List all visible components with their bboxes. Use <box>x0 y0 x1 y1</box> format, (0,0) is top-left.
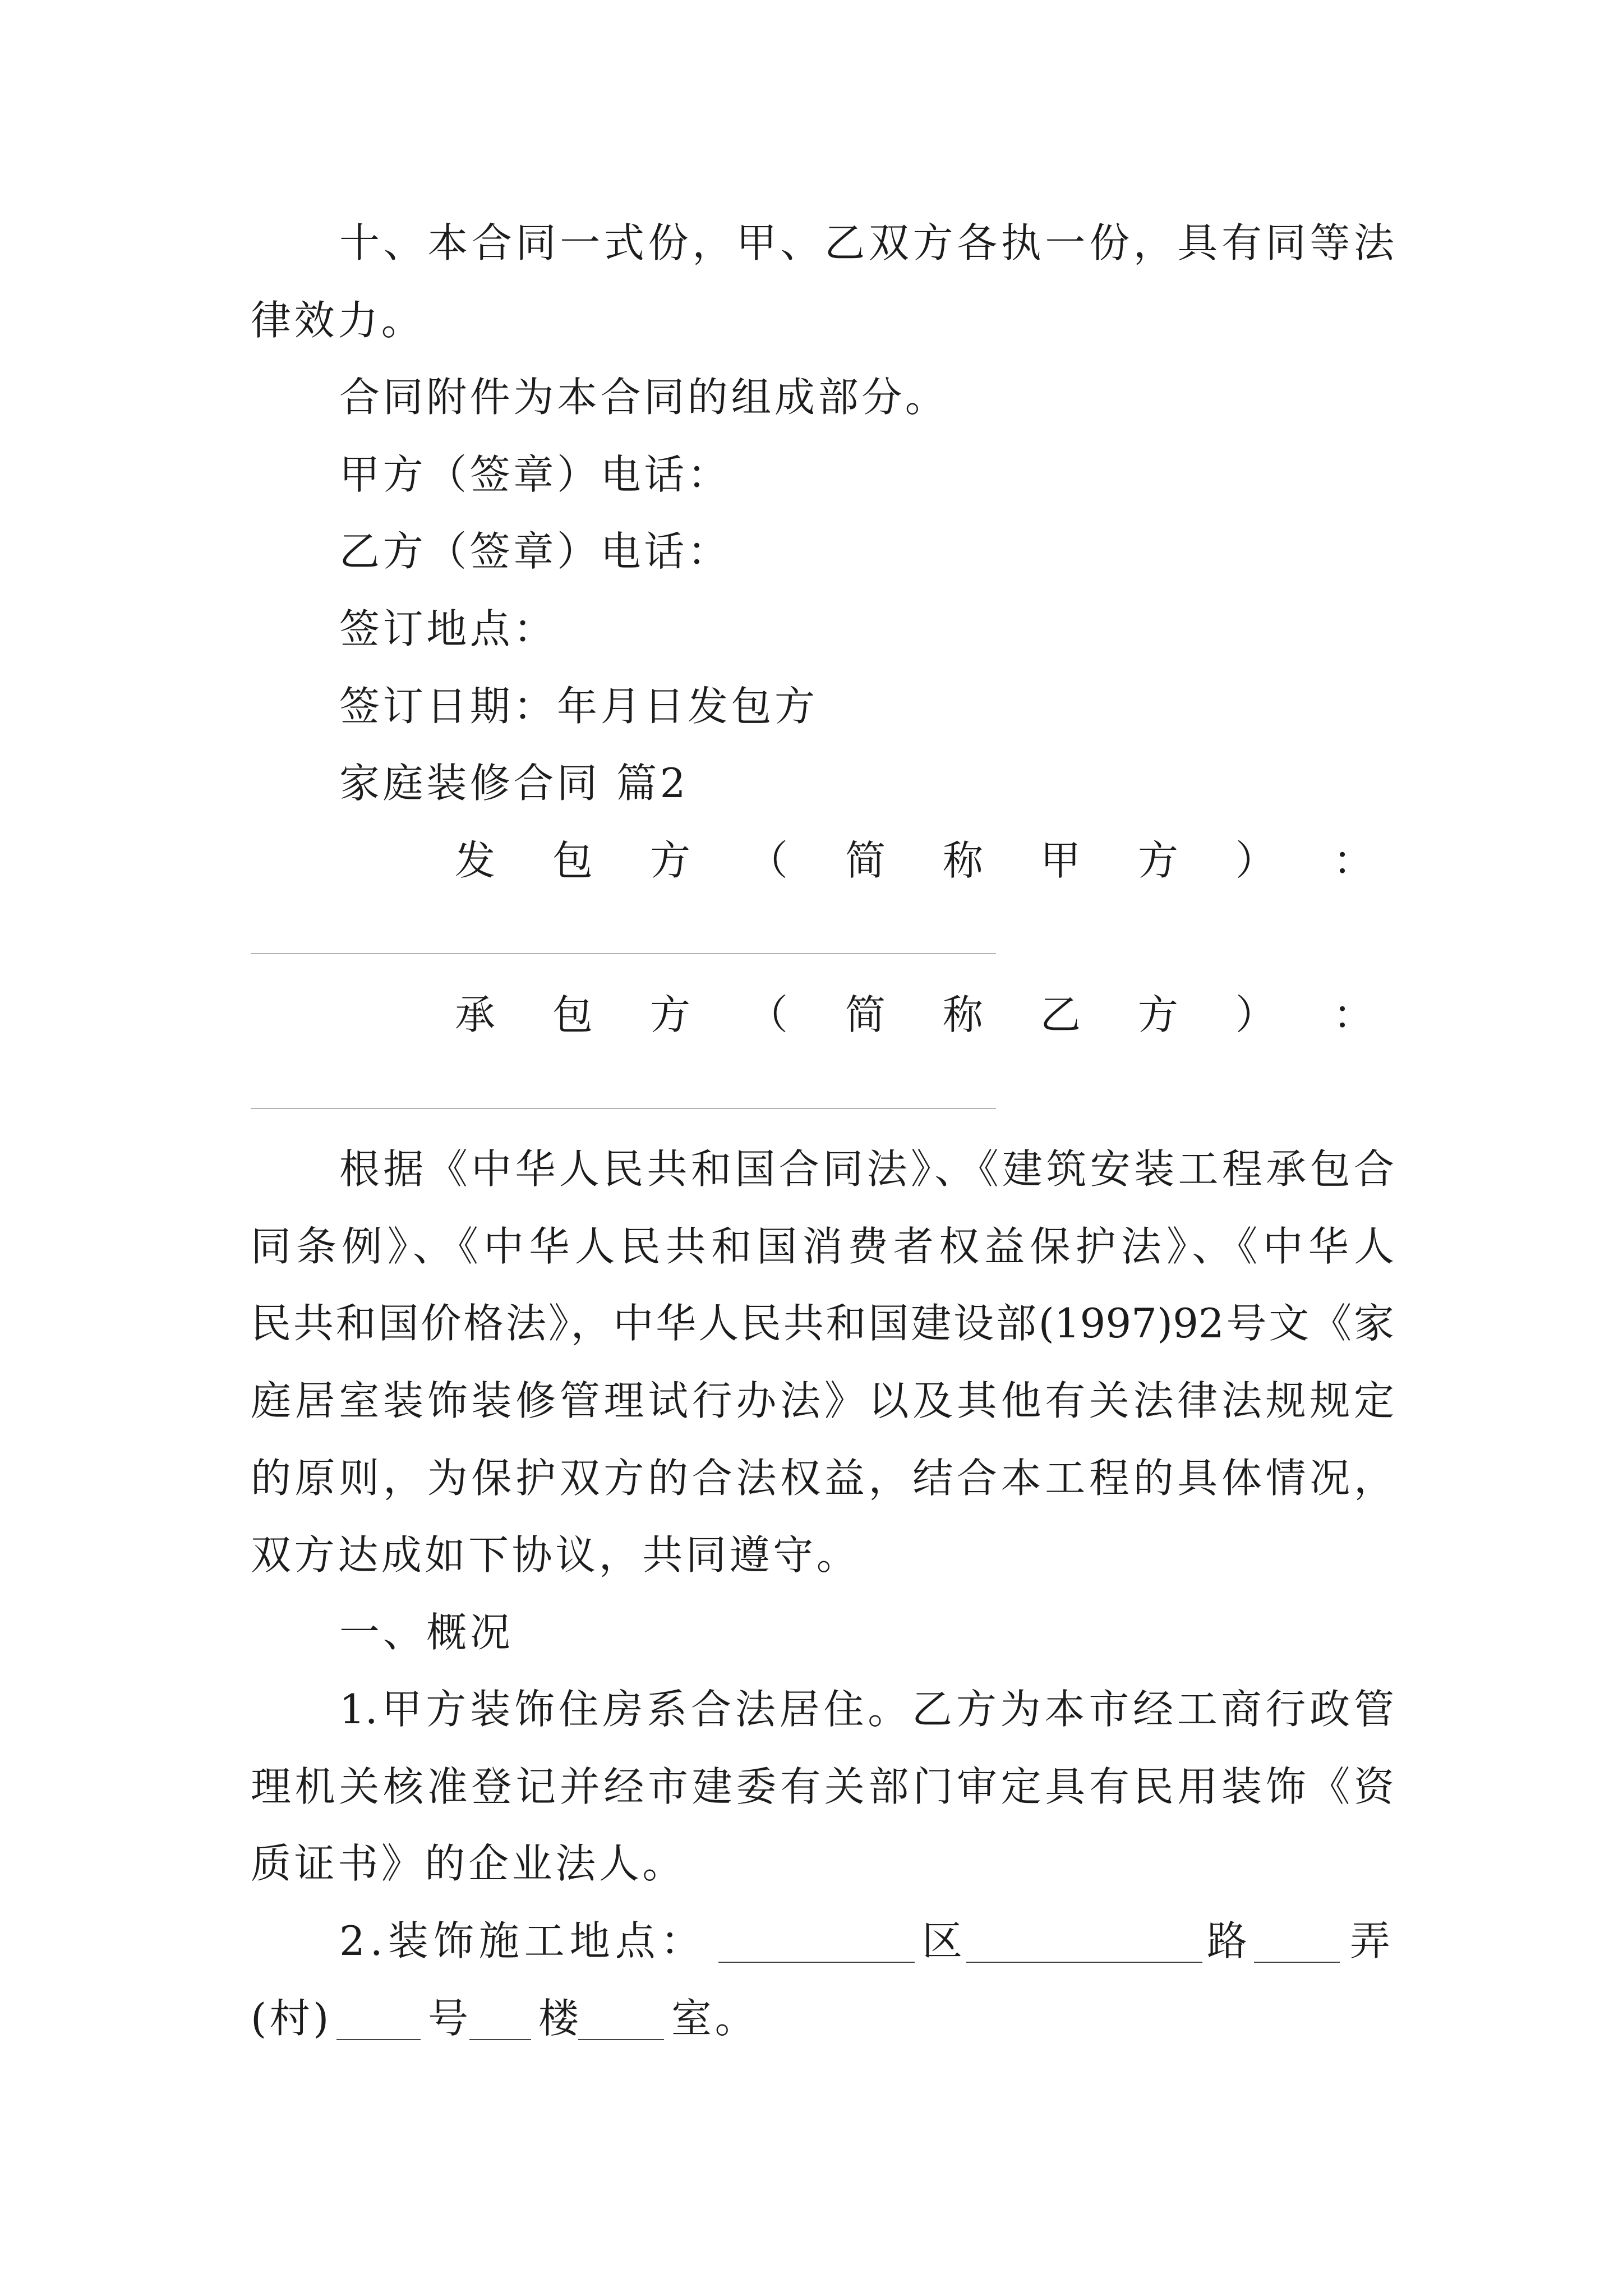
preamble-line-2: 同条例》、《中华人民共和国消费者权益保护法》、《中华人 <box>251 1222 1394 1270</box>
spread-char: 称 <box>942 836 983 884</box>
spread-char: 承 <box>455 991 496 1038</box>
party-a-blank-line <box>251 899 1394 977</box>
spread-char: 简 <box>845 991 886 1038</box>
party-b-blank-rule <box>251 1108 996 1109</box>
attachment-note: 合同附件为本合同的组成部分。 <box>339 374 949 421</box>
spread-char: ： <box>1332 991 1373 1038</box>
spread-char: 发 <box>455 836 496 884</box>
preamble-line-6: 双方达成如下协议，共同遵守。 <box>251 1531 860 1579</box>
spread-char: 方 <box>1137 836 1178 884</box>
item-one-line-3: 质证书》的企业法人。 <box>251 1840 686 1888</box>
item-two-address-line-2 <box>251 1980 1394 2058</box>
spread-char: （ <box>747 991 788 1038</box>
spread-char: （ <box>747 836 788 884</box>
party-b-label <box>455 977 1373 1054</box>
address-label: 2.装饰施工地点： <box>339 1917 706 1965</box>
item-one-line-1: 1.甲方装饰住房系合法居住。乙方为本市经工商行政管 <box>339 1686 1394 1733</box>
spread-char: ） <box>1235 836 1276 884</box>
village-label: (村) <box>251 1994 332 2042</box>
preamble-line-3: 民共和国价格法》，中华人民共和国建设部(1997)92号文《家 <box>251 1300 1394 1347</box>
spread-char: ） <box>1235 991 1276 1038</box>
party-a-blank-rule <box>251 953 996 954</box>
spread-char: 乙 <box>1040 991 1081 1038</box>
section-title: 家庭装修合同 篇2 <box>339 760 689 807</box>
district-blank <box>718 1903 915 1963</box>
building-blank <box>469 1980 531 2040</box>
clause-ten-line-2: 律效力。 <box>251 296 425 344</box>
preamble-line-5: 的原则，为保护双方的合法权益，结合本工程的具体情况， <box>251 1454 1394 1502</box>
building-suffix: 楼 <box>538 1994 582 2042</box>
party-a-label <box>455 822 1373 900</box>
item-two-address-line-1 <box>251 1903 1394 1980</box>
preamble-line-4: 庭居室装饰装修管理试行办法》以及其他有关法律法规规定 <box>251 1377 1394 1424</box>
spread-char: 简 <box>845 836 886 884</box>
party-b-blank-line <box>251 1054 1394 1131</box>
number-blank <box>336 1980 421 2040</box>
room-suffix: 室。 <box>671 1994 759 2042</box>
number-suffix: 号 <box>428 1994 472 2042</box>
spread-char: 方 <box>649 836 690 884</box>
spread-char: ： <box>1332 836 1373 884</box>
section-one-heading: 一、概况 <box>339 1608 514 1656</box>
spread-char: 称 <box>942 991 983 1038</box>
district-suffix: 区 <box>922 1917 966 1965</box>
spread-char: 方 <box>649 991 690 1038</box>
spread-char: 方 <box>1137 991 1178 1038</box>
road-suffix: 路 <box>1207 1917 1251 1965</box>
party-a-signature-line: 甲方（签章）电话： <box>339 450 731 498</box>
preamble-line-1: 根据《中华人民共和国合同法》、《建筑安装工程承包合 <box>339 1145 1394 1193</box>
clause-ten-line-1: 十、本合同一式份，甲、乙双方各执一份，具有同等法 <box>339 219 1394 266</box>
item-one-line-2: 理机关核准登记并经市建委有关部门审定具有民用装饰《资 <box>251 1763 1394 1810</box>
document-page <box>251 205 1394 2057</box>
signing-date-line: 签订日期：年月日发包方 <box>339 682 818 730</box>
room-blank <box>578 1980 664 2040</box>
signing-place-line: 签订地点： <box>339 605 557 652</box>
lane-blank <box>1254 1903 1340 1963</box>
spread-char: 包 <box>552 991 593 1038</box>
road-blank <box>966 1903 1202 1963</box>
spread-char: 甲 <box>1040 836 1081 884</box>
lane-suffix: 弄 <box>1350 1917 1394 1965</box>
party-b-signature-line: 乙方（签章）电话： <box>339 528 731 576</box>
spread-char: 包 <box>552 836 593 884</box>
